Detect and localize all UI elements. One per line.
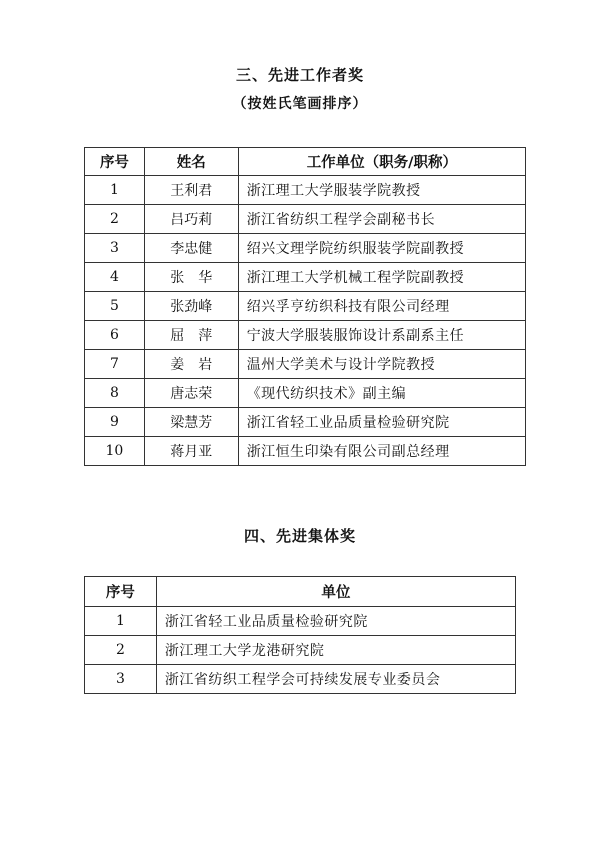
row-unit: 浙江理工大学机械工程学院副教授 (238, 263, 525, 292)
row-index: 7 (85, 350, 145, 379)
row-unit: 《现代纺织技术》副主编 (238, 379, 525, 408)
row-index: 4 (85, 263, 145, 292)
table-row (85, 636, 516, 665)
row-index: 2 (85, 636, 157, 665)
row-index: 3 (85, 234, 145, 263)
row-name: 张劲峰 (144, 292, 238, 321)
row-name: 屈 萍 (144, 321, 238, 350)
header-index: 序号 (85, 577, 157, 607)
row-unit: 浙江省轻工业品质量检验研究院 (156, 607, 515, 636)
header-name: 姓名 (144, 148, 238, 176)
advanced-workers-table (84, 147, 526, 466)
row-name: 唐志荣 (144, 379, 238, 408)
table-row (85, 321, 526, 350)
header-index: 序号 (85, 148, 145, 176)
table-row (85, 607, 516, 636)
advanced-collectives-table (84, 576, 516, 694)
row-index: 2 (85, 205, 145, 234)
header-unit: 工作单位（职务/职称） (238, 148, 525, 176)
row-name: 李忠健 (144, 234, 238, 263)
row-unit: 浙江省纺织工程学会可持续发展专业委员会 (156, 665, 515, 694)
row-unit: 温州大学美术与设计学院教授 (238, 350, 525, 379)
table-row (85, 437, 526, 466)
row-name: 吕巧莉 (144, 205, 238, 234)
row-name: 梁慧芳 (144, 408, 238, 437)
section3-title: 三、先进工作者奖 (235, 66, 364, 84)
row-index: 6 (85, 321, 145, 350)
row-index: 9 (85, 408, 145, 437)
row-index: 8 (85, 379, 145, 408)
row-unit: 绍兴孚亨纺织科技有限公司经理 (238, 292, 525, 321)
table-row (85, 350, 526, 379)
row-unit: 浙江省轻工业品质量检验研究院 (238, 408, 525, 437)
section4-title: 四、先进集体奖 (243, 527, 356, 545)
header-unit: 单位 (156, 577, 515, 607)
row-unit: 浙江恒生印染有限公司副总经理 (238, 437, 525, 466)
row-unit: 绍兴文理学院纺织服装学院副教授 (238, 234, 525, 263)
row-name: 蒋月亚 (144, 437, 238, 466)
row-index: 3 (85, 665, 157, 694)
row-unit: 浙江理工大学龙港研究院 (156, 636, 515, 665)
row-name: 王利君 (144, 176, 238, 205)
row-unit: 浙江理工大学服装学院教授 (238, 176, 525, 205)
row-unit: 宁波大学服装服饰设计系副系主任 (238, 321, 525, 350)
table-row (85, 205, 526, 234)
row-unit: 浙江省纺织工程学会副秘书长 (238, 205, 525, 234)
row-index: 10 (85, 437, 145, 466)
row-index: 1 (85, 176, 145, 205)
table-row (85, 408, 526, 437)
row-name: 姜 岩 (144, 350, 238, 379)
table-row (85, 234, 526, 263)
table-row (85, 292, 526, 321)
table-row (85, 379, 526, 408)
row-index: 1 (85, 607, 157, 636)
table-row (85, 176, 526, 205)
table-row (85, 665, 516, 694)
table-header-row (85, 148, 526, 176)
table-header-row (85, 577, 516, 607)
table-row (85, 263, 526, 292)
section3-subtitle: （按姓氏笔画排序） (232, 96, 368, 112)
row-index: 5 (85, 292, 145, 321)
row-name: 张 华 (144, 263, 238, 292)
